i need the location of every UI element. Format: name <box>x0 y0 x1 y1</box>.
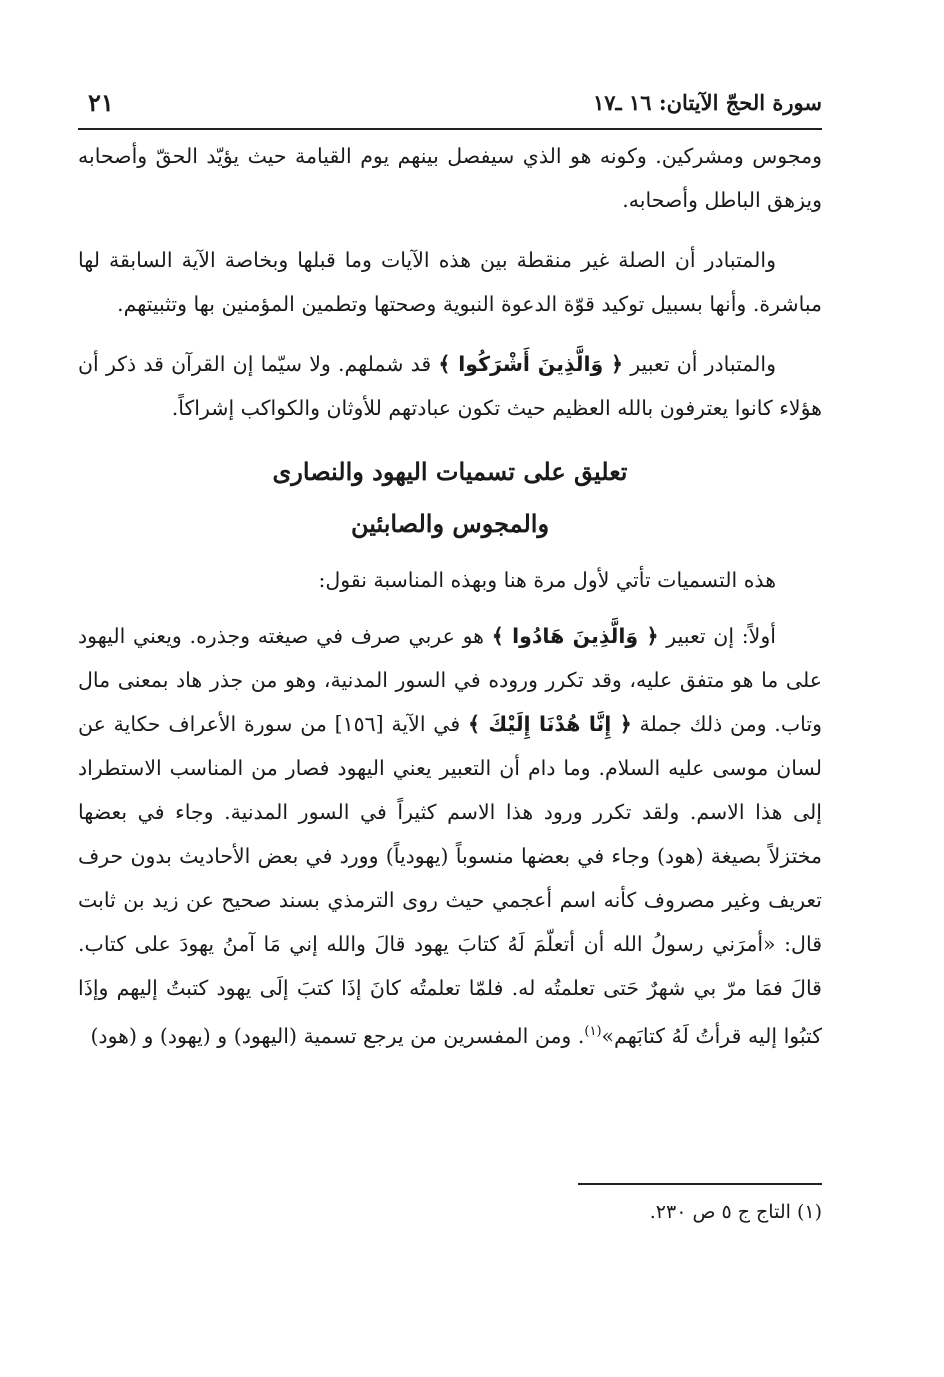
paragraph-5-part-4: . ومن المفسرين من يرجع تسمية (اليهود) و (يهود) و (هود) <box>90 1023 585 1048</box>
footnote-divider <box>578 1183 822 1185</box>
footnote: (١) التاج ج ٥ ص ٢٣٠. <box>649 1201 822 1223</box>
header-divider <box>78 128 822 130</box>
paragraph-3-text-after: قد شملهم. ولا سيّما إن القرآن قد ذكر أن هؤلاء كانوا يعترفون بالله العظيم حيث تكون عبادتهم للأوثان والكواكب إشراكاً. <box>78 352 822 420</box>
paragraph-2: والمتبادر أن الصلة غير منقطة بين هذه الآيات وما قبلها وبخاصة الآية السابقة لها مباشرة. وأنها بسبيل توكيد قوّة الدعوة النبوية وصحتها وتطمين المؤمنين بها وتثبيتهم. <box>78 248 822 316</box>
paragraph-5-part-3: في الآية [١٥٦] من سورة الأعراف حكاية عن لسان موسى عليه السلام. وما دام أن التعبير يعني اليهود فصار من المناسب الاستطراد إلى هذا الاسم. ولقد تكرر ورود هذا الاسم كثيراً في السور المدنية. وجاء في بعضها مختزلاً بصيغة (هود) وجاء في بعضها منسوباً (يهودياً) وورد في بعض الأحاديث بدون حرف تعريف وغير مصروف كأنه اسم أعجمي حيث روى الترمذي بسند صحيح عن زيد بن ثابت قال: «أمرَني رسولُ الله أن أتعلّمَ لَهُ كتابَ يهود قالَ والله إني مَا آمنُ يهودَ على كتاب. قالَ فمَا مرّ بي شهرٌ حَتى تعلمتُه له. فلمّا تعلمتُه كانَ إذَا كتبَ إلَى يهود كتبتُ إليهم وإذَا كتبُوا إليه قرأتُ لَهُ كتابَهم» <box>78 712 822 1048</box>
paragraph-3-text-before: والمتبادر أن تعبير <box>630 352 776 376</box>
page-number: ٢١ <box>88 88 114 117</box>
paragraph-5-part-1: أولاً: إن تعبير <box>666 624 776 648</box>
quran-quote-hudna: ﴿ إِنَّا هُدْنَا إِلَيْكَ ﴾ <box>467 712 632 736</box>
section-heading-line-1: تعليق على تسميات اليهود والنصارى <box>272 457 628 486</box>
main-text <box>78 134 822 1074</box>
section-heading-line-2: والمجوس والصابئين <box>350 509 550 538</box>
footnote-marker: (١) <box>584 1024 602 1039</box>
running-header <box>78 86 822 126</box>
paragraph-5 <box>78 614 822 1058</box>
paragraph-5-part-2: هو عربي صرف في صيغته وجذره. ويعني اليهود على ما هو متفق عليه، وقد تكرر وروده في السور المدنية، وهو من جذر هاد بمعنى مال وتاب. ومن ذلك جملة <box>78 624 822 736</box>
paragraph-4: هذه التسميات تأتي لأول مرة هنا وبهذه المناسبة نقول: <box>318 568 776 592</box>
quran-quote-hadu: ﴿ وَالَّذِينَ هَادُوا ﴾ <box>491 624 659 648</box>
paragraph-1: ومجوس ومشركين. وكونه هو الذي سيفصل بينهم يوم القيامة حيث يؤيّد الحقّ وأصحابه ويزهق الباطل وأصحابه. <box>78 144 822 212</box>
quran-quote-ashraku: ﴿ وَالَّذِينَ أَشْرَكُوا ﴾ <box>438 352 624 376</box>
paragraph-3 <box>78 342 822 430</box>
header-title: سورة الحجّ الآيتان: ١٦ ـ١٧ <box>592 90 822 115</box>
section-heading <box>78 446 822 550</box>
